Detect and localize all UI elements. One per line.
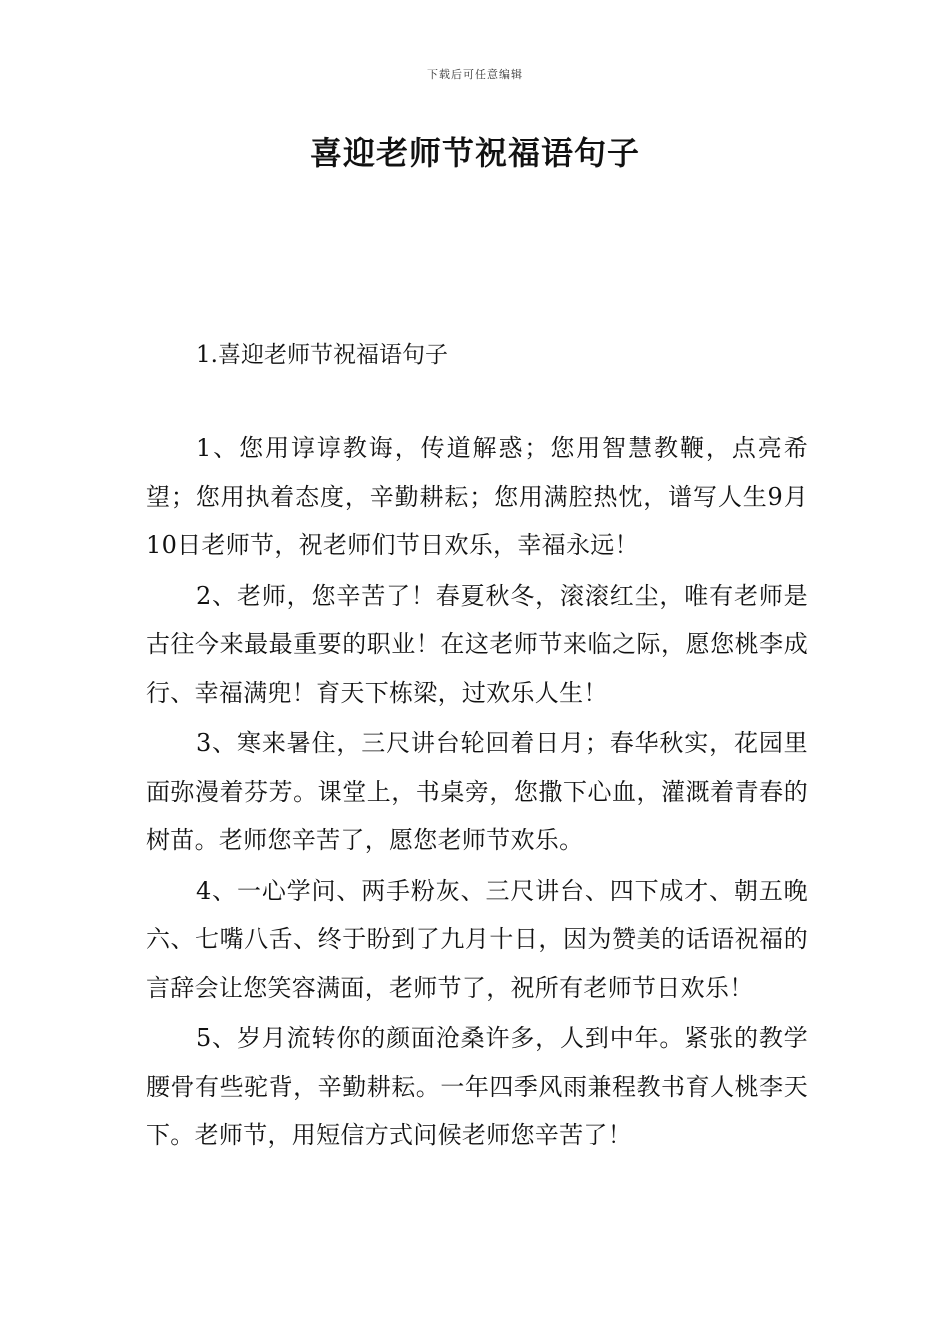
section-heading: 1.喜迎老师节祝福语句子 (196, 342, 448, 368)
paragraph-2: 2、老师，您辛苦了！春夏秋冬，滚滚红尘，唯有老师是古往今来最最重要的职业！在这老师节来临之际，愿您桃李成行、幸福满兜！育天下栋梁，过欢乐人生！ (146, 581, 808, 707)
document-title: 喜迎老师节祝福语句子 (309, 134, 640, 172)
paragraph-1: 1、您用谆谆教诲，传道解惑；您用智慧教鞭，点亮希望；您用执着态度，辛勤耕耘；您用满腔热忱，谱写人生9月10日老师节，祝老师们节日欢乐，幸福永远！ (146, 434, 808, 559)
header-note: 下载后可任意编辑 (427, 68, 523, 81)
paragraph-3: 3、寒来暑住，三尺讲台轮回着日月；春华秋实，花园里面弥漫着芬芳。课堂上，书桌旁，您撒下心血，灌溉着青春的树苗。老师您辛苦了，愿您老师节欢乐。 (146, 729, 808, 854)
paragraph-4: 4、一心学问、两手粉灰、三尺讲台、四下成才、朝五晚六、七嘴八舌、终于盼到了九月十日，因为赞美的话语祝福的言辞会让您笑容满面，老师节了，祝所有老师节日欢乐！ (146, 876, 808, 1002)
paragraph-5: 5、岁月流转你的颜面沧桑许多，人到中年。紧张的教学腰骨有些驼背，辛勤耕耘。一年四季风雨兼程教书育人桃李天下。老师节，用短信方式问候老师您辛苦了！ (146, 1024, 808, 1149)
document-body (146, 424, 808, 1162)
